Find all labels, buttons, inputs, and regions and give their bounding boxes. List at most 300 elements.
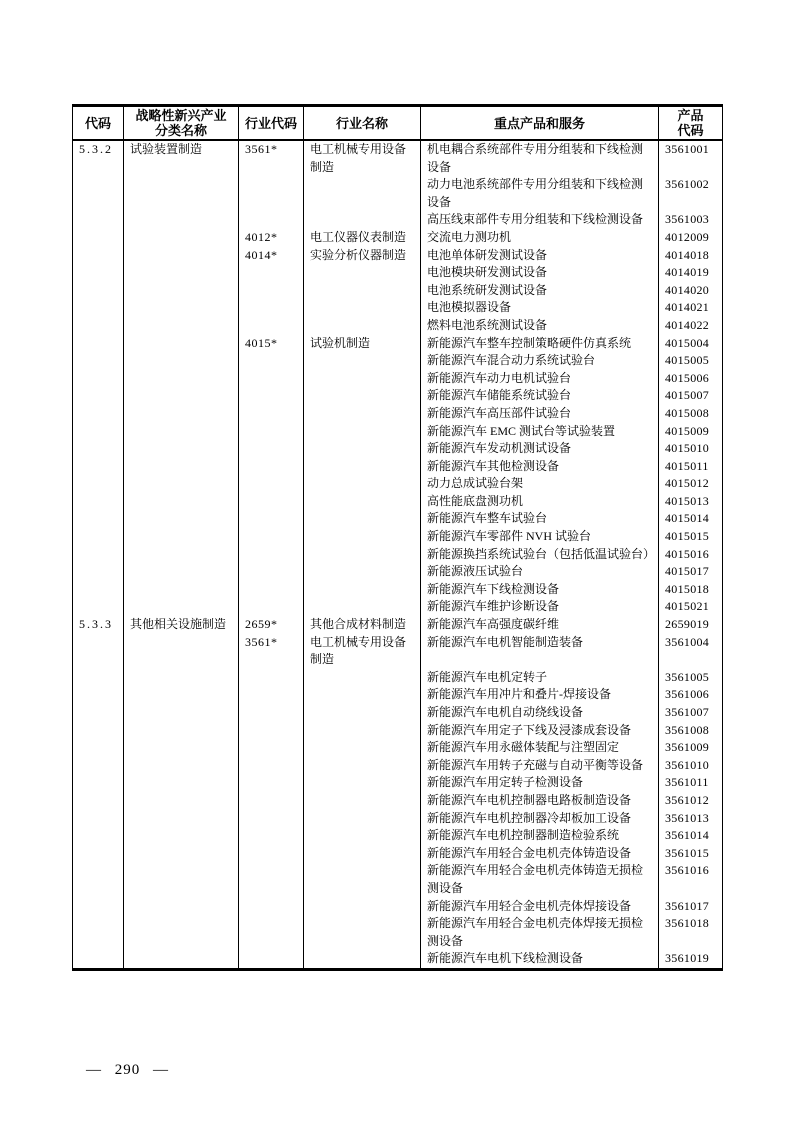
product-cell: 高性能底盘测功机 xyxy=(421,493,659,511)
category-cell xyxy=(124,405,239,423)
category-cell xyxy=(124,528,239,546)
product-code-cell: 4015008 xyxy=(659,405,723,423)
product-code-cell: 3561007 xyxy=(659,704,723,722)
category-cell xyxy=(124,792,239,810)
industry-code-cell xyxy=(239,211,304,229)
industry-code-cell xyxy=(239,528,304,546)
industry-code-cell xyxy=(239,950,304,969)
table-row xyxy=(73,563,723,581)
industry-name-cell xyxy=(304,950,421,969)
industry-code-cell xyxy=(239,475,304,493)
table-row xyxy=(73,722,723,740)
industry-name-cell xyxy=(304,176,421,211)
industry-name-cell xyxy=(304,440,421,458)
category-cell xyxy=(124,774,239,792)
industry-code-cell xyxy=(239,423,304,441)
industry-name-cell xyxy=(304,704,421,722)
product-cell: 新能源汽车发动机测试设备 xyxy=(421,440,659,458)
table-row xyxy=(73,915,723,950)
product-code-cell: 4015015 xyxy=(659,528,723,546)
table-row xyxy=(73,264,723,282)
industry-name-cell xyxy=(304,862,421,897)
product-code-cell: 3561008 xyxy=(659,722,723,740)
code-cell xyxy=(73,475,124,493)
industry-code-cell xyxy=(239,264,304,282)
product-cell: 新能源汽车 EMC 测试台等试验装置 xyxy=(421,423,659,441)
header-industry-code-label: 行业代码 xyxy=(244,115,297,131)
table-row xyxy=(73,176,723,211)
table-row xyxy=(73,317,723,335)
code-cell xyxy=(73,440,124,458)
product-code-cell: 4014019 xyxy=(659,264,723,282)
category-cell xyxy=(124,282,239,300)
industry-code-cell xyxy=(239,810,304,828)
industry-name-cell xyxy=(304,827,421,845)
table-row xyxy=(73,616,723,634)
category-cell xyxy=(124,229,239,247)
code-cell xyxy=(73,950,124,969)
product-cell: 新能源汽车用定子下线及浸漆成套设备 xyxy=(421,722,659,740)
table-row xyxy=(73,423,723,441)
classification-table xyxy=(72,104,723,971)
header-product-code-line1: 产品 xyxy=(677,108,704,123)
code-cell xyxy=(73,370,124,388)
industry-name-cell xyxy=(304,598,421,616)
product-code-cell: 4015011 xyxy=(659,458,723,476)
category-cell xyxy=(124,563,239,581)
code-cell xyxy=(73,229,124,247)
category-cell xyxy=(124,370,239,388)
industry-code-cell xyxy=(239,827,304,845)
industry-code-cell: 4012* xyxy=(239,229,304,247)
industry-name-cell xyxy=(304,669,421,687)
category-cell xyxy=(124,845,239,863)
table-row xyxy=(73,335,723,353)
table-row xyxy=(73,528,723,546)
category-cell xyxy=(124,475,239,493)
industry-code-cell xyxy=(239,915,304,950)
product-cell: 新能源汽车用转子充磁与自动平衡等设备 xyxy=(421,757,659,775)
product-code-cell: 3561017 xyxy=(659,898,723,916)
table-body xyxy=(73,140,723,969)
category-cell xyxy=(124,352,239,370)
industry-code-cell xyxy=(239,669,304,687)
product-cell: 新能源汽车下线检测设备 xyxy=(421,581,659,599)
table-row xyxy=(73,739,723,757)
product-cell: 新能源汽车用轻合金电机壳体铸造设备 xyxy=(421,845,659,863)
header-products xyxy=(421,106,659,141)
product-code-cell: 3561010 xyxy=(659,757,723,775)
industry-code-cell xyxy=(239,704,304,722)
header-industry-code xyxy=(239,106,304,141)
product-code-cell: 3561015 xyxy=(659,845,723,863)
code-cell xyxy=(73,387,124,405)
industry-name-cell: 试验机制造 xyxy=(304,335,421,353)
product-cell: 新能源汽车用轻合金电机壳体焊接无损检测设备 xyxy=(421,915,659,950)
category-cell xyxy=(124,669,239,687)
industry-name-cell xyxy=(304,845,421,863)
category-cell xyxy=(124,598,239,616)
industry-code-cell xyxy=(239,739,304,757)
product-cell: 电池模块研发测试设备 xyxy=(421,264,659,282)
code-cell xyxy=(73,634,124,669)
industry-code-cell xyxy=(239,563,304,581)
product-cell: 新能源汽车电机定转子 xyxy=(421,669,659,687)
code-cell xyxy=(73,423,124,441)
industry-name-cell xyxy=(304,757,421,775)
category-cell xyxy=(124,686,239,704)
product-cell: 新能源汽车其他检测设备 xyxy=(421,458,659,476)
industry-name-cell xyxy=(304,493,421,511)
industry-code-cell xyxy=(239,352,304,370)
code-cell xyxy=(73,264,124,282)
category-cell xyxy=(124,264,239,282)
table-row xyxy=(73,950,723,969)
industry-name-cell xyxy=(304,686,421,704)
table-row xyxy=(73,704,723,722)
category-cell xyxy=(124,950,239,969)
category-cell xyxy=(124,299,239,317)
code-cell xyxy=(73,493,124,511)
header-code-label: 代码 xyxy=(84,115,111,131)
code-cell xyxy=(73,247,124,265)
industry-name-cell: 其他合成材料制造 xyxy=(304,616,421,634)
industry-name-cell: 电工机械专用设备制造 xyxy=(304,634,421,669)
category-cell xyxy=(124,915,239,950)
table-row xyxy=(73,387,723,405)
category-cell xyxy=(124,704,239,722)
industry-name-cell xyxy=(304,810,421,828)
code-cell xyxy=(73,792,124,810)
table-row xyxy=(73,757,723,775)
table-row xyxy=(73,774,723,792)
product-code-cell: 3561018 xyxy=(659,915,723,950)
code-cell xyxy=(73,352,124,370)
code-cell xyxy=(73,704,124,722)
industry-code-cell xyxy=(239,757,304,775)
category-cell xyxy=(124,827,239,845)
industry-code-cell xyxy=(239,686,304,704)
industry-code-cell xyxy=(239,581,304,599)
industry-name-cell: 电工机械专用设备制造 xyxy=(304,140,421,176)
product-cell: 新能源汽车电机自动绕线设备 xyxy=(421,704,659,722)
category-cell xyxy=(124,458,239,476)
code-cell xyxy=(73,563,124,581)
product-cell: 机电耦合系统部件专用分组装和下线检测设备 xyxy=(421,140,659,176)
product-cell: 新能源汽车维护诊断设备 xyxy=(421,598,659,616)
industry-code-cell xyxy=(239,405,304,423)
table-row xyxy=(73,686,723,704)
code-cell xyxy=(73,335,124,353)
code-cell xyxy=(73,845,124,863)
industry-code-cell: 4015* xyxy=(239,335,304,353)
product-code-cell: 4014020 xyxy=(659,282,723,300)
industry-code-cell xyxy=(239,299,304,317)
industry-name-cell xyxy=(304,915,421,950)
industry-name-cell: 电工仪器仪表制造 xyxy=(304,229,421,247)
industry-code-cell: 2659* xyxy=(239,616,304,634)
product-code-cell: 4015010 xyxy=(659,440,723,458)
product-code-cell: 3561005 xyxy=(659,669,723,687)
industry-name-cell xyxy=(304,317,421,335)
table-row xyxy=(73,140,723,176)
industry-name-cell xyxy=(304,563,421,581)
table-row xyxy=(73,546,723,564)
product-cell: 新能源汽车高强度碳纤维 xyxy=(421,616,659,634)
page-number: — 290 — xyxy=(86,1062,169,1078)
product-cell: 动力总成试验台架 xyxy=(421,475,659,493)
code-cell xyxy=(73,510,124,528)
industry-code-cell: 4014* xyxy=(239,247,304,265)
category-cell xyxy=(124,739,239,757)
product-code-cell: 4014018 xyxy=(659,247,723,265)
industry-code-cell xyxy=(239,458,304,476)
product-cell: 新能源液压试验台 xyxy=(421,563,659,581)
header-row xyxy=(73,106,723,141)
product-cell: 新能源汽车混合动力系统试验台 xyxy=(421,352,659,370)
product-code-cell: 4015005 xyxy=(659,352,723,370)
product-code-cell: 4014022 xyxy=(659,317,723,335)
product-cell: 新能源汽车动力电机试验台 xyxy=(421,370,659,388)
product-code-cell: 3561012 xyxy=(659,792,723,810)
product-code-cell: 4014021 xyxy=(659,299,723,317)
category-cell xyxy=(124,211,239,229)
category-cell xyxy=(124,634,239,669)
table-row xyxy=(73,810,723,828)
code-cell xyxy=(73,722,124,740)
category-cell xyxy=(124,493,239,511)
header-category xyxy=(124,106,239,141)
industry-name-cell: 实验分析仪器制造 xyxy=(304,247,421,265)
product-cell: 电池系统研发测试设备 xyxy=(421,282,659,300)
industry-code-cell xyxy=(239,774,304,792)
product-code-cell: 4015012 xyxy=(659,475,723,493)
category-cell: 试验装置制造 xyxy=(124,140,239,176)
product-cell: 新能源汽车储能系统试验台 xyxy=(421,387,659,405)
header-code xyxy=(73,106,124,141)
product-code-cell: 3561002 xyxy=(659,176,723,211)
industry-code-cell: 3561* xyxy=(239,634,304,669)
code-cell xyxy=(73,757,124,775)
product-cell: 新能源汽车电机控制器制造检验系统 xyxy=(421,827,659,845)
product-cell: 新能源汽车用轻合金电机壳体铸造无损检测设备 xyxy=(421,862,659,897)
industry-code-cell xyxy=(239,282,304,300)
table-row xyxy=(73,827,723,845)
industry-name-cell xyxy=(304,898,421,916)
code-cell xyxy=(73,915,124,950)
industry-name-cell xyxy=(304,387,421,405)
table-row xyxy=(73,440,723,458)
industry-name-cell xyxy=(304,528,421,546)
industry-name-cell xyxy=(304,581,421,599)
code-cell xyxy=(73,686,124,704)
product-code-cell: 3561006 xyxy=(659,686,723,704)
product-code-cell: 3561004 xyxy=(659,634,723,669)
product-code-cell: 4012009 xyxy=(659,229,723,247)
category-cell xyxy=(124,757,239,775)
product-cell: 新能源汽车零部件 NVH 试验台 xyxy=(421,528,659,546)
table-row xyxy=(73,405,723,423)
code-cell xyxy=(73,898,124,916)
code-cell xyxy=(73,282,124,300)
industry-name-cell xyxy=(304,299,421,317)
industry-code-cell xyxy=(239,792,304,810)
category-cell xyxy=(124,810,239,828)
industry-code-cell xyxy=(239,440,304,458)
header-product-code xyxy=(659,106,723,141)
product-code-cell: 4015021 xyxy=(659,598,723,616)
product-cell: 新能源汽车电机控制器冷却板加工设备 xyxy=(421,810,659,828)
code-cell xyxy=(73,669,124,687)
code-cell xyxy=(73,739,124,757)
category-cell xyxy=(124,317,239,335)
product-cell: 新能源换挡系统试验台（包括低温试验台） xyxy=(421,546,659,564)
industry-name-cell xyxy=(304,546,421,564)
industry-code-cell xyxy=(239,845,304,863)
table-row xyxy=(73,352,723,370)
code-cell xyxy=(73,862,124,897)
table-row xyxy=(73,669,723,687)
category-cell xyxy=(124,440,239,458)
industry-name-cell xyxy=(304,423,421,441)
industry-code-cell xyxy=(239,510,304,528)
table-header xyxy=(73,106,723,141)
industry-name-cell xyxy=(304,405,421,423)
industry-name-cell xyxy=(304,211,421,229)
product-cell: 新能源汽车电机控制器电路板制造设备 xyxy=(421,792,659,810)
industry-name-cell xyxy=(304,475,421,493)
category-cell xyxy=(124,387,239,405)
header-category-line2: 分类名称 xyxy=(154,123,207,138)
industry-name-cell xyxy=(304,282,421,300)
product-code-cell: 3561019 xyxy=(659,950,723,969)
product-cell: 新能源汽车用轻合金电机壳体焊接设备 xyxy=(421,898,659,916)
category-cell xyxy=(124,581,239,599)
product-code-cell: 4015009 xyxy=(659,423,723,441)
category-cell xyxy=(124,423,239,441)
industry-code-cell xyxy=(239,546,304,564)
table-row xyxy=(73,229,723,247)
table-row xyxy=(73,299,723,317)
table-row xyxy=(73,634,723,669)
code-cell xyxy=(73,581,124,599)
table-row xyxy=(73,792,723,810)
industry-code-cell xyxy=(239,493,304,511)
category-cell xyxy=(124,510,239,528)
product-cell: 新能源汽车整车试验台 xyxy=(421,510,659,528)
category-cell: 其他相关设施制造 xyxy=(124,616,239,634)
industry-name-cell xyxy=(304,792,421,810)
product-code-cell: 4015006 xyxy=(659,370,723,388)
category-cell xyxy=(124,546,239,564)
code-cell: 5.3.3 xyxy=(79,617,113,632)
table-row xyxy=(73,211,723,229)
table-row xyxy=(73,510,723,528)
category-cell xyxy=(124,247,239,265)
industry-name-cell xyxy=(304,370,421,388)
code-cell xyxy=(73,299,124,317)
industry-code-cell xyxy=(239,722,304,740)
product-code-cell: 4015004 xyxy=(659,335,723,353)
category-cell xyxy=(124,335,239,353)
table-row xyxy=(73,247,723,265)
product-code-cell: 3561001 xyxy=(659,140,723,176)
code-cell xyxy=(73,528,124,546)
industry-code-cell xyxy=(239,898,304,916)
product-cell: 新能源汽车用定转子检测设备 xyxy=(421,774,659,792)
code-cell xyxy=(73,598,124,616)
industry-code-cell xyxy=(239,317,304,335)
product-cell: 高压线束部件专用分组装和下线检测设备 xyxy=(421,211,659,229)
industry-name-cell xyxy=(304,722,421,740)
code-cell xyxy=(73,546,124,564)
code-cell xyxy=(73,317,124,335)
industry-name-cell xyxy=(304,458,421,476)
industry-name-cell xyxy=(304,774,421,792)
product-code-cell: 3561014 xyxy=(659,827,723,845)
product-cell: 动力电池系统部件专用分组装和下线检测设备 xyxy=(421,176,659,211)
product-code-cell: 4015016 xyxy=(659,546,723,564)
table-row xyxy=(73,598,723,616)
product-code-cell: 4015017 xyxy=(659,563,723,581)
industry-code-cell: 3561* xyxy=(239,140,304,176)
category-cell xyxy=(124,176,239,211)
industry-name-cell xyxy=(304,352,421,370)
category-cell xyxy=(124,862,239,897)
product-cell: 电池单体研发测试设备 xyxy=(421,247,659,265)
table-row xyxy=(73,475,723,493)
industry-name-cell xyxy=(304,739,421,757)
product-cell: 新能源汽车电机智能制造装备 xyxy=(421,634,659,669)
industry-code-cell xyxy=(239,862,304,897)
product-code-cell: 3561009 xyxy=(659,739,723,757)
header-category-line1: 战略性新兴产业 xyxy=(135,108,227,123)
product-code-cell: 3561013 xyxy=(659,810,723,828)
product-cell: 新能源汽车电机下线检测设备 xyxy=(421,950,659,969)
table-row xyxy=(73,898,723,916)
industry-name-cell xyxy=(304,510,421,528)
product-cell: 新能源汽车用永磁体装配与注塑固定 xyxy=(421,739,659,757)
code-cell xyxy=(73,458,124,476)
product-cell: 电池模拟器设备 xyxy=(421,299,659,317)
product-code-cell: 4015014 xyxy=(659,510,723,528)
code-cell: 5.3.2 xyxy=(79,142,113,156)
header-industry-name xyxy=(304,106,421,141)
product-code-cell: 3561016 xyxy=(659,862,723,897)
industry-code-cell xyxy=(239,598,304,616)
industry-name-cell xyxy=(304,264,421,282)
category-cell xyxy=(124,898,239,916)
product-cell: 新能源汽车用冲片和叠片-焊接设备 xyxy=(421,686,659,704)
table-row xyxy=(73,845,723,863)
header-product-code-line2: 代码 xyxy=(677,123,704,138)
table-row xyxy=(73,581,723,599)
header-industry-name-label: 行业名称 xyxy=(335,115,388,131)
product-cell: 新能源汽车整车控制策略硬件仿真系统 xyxy=(421,335,659,353)
category-cell xyxy=(124,722,239,740)
table-row xyxy=(73,862,723,897)
product-code-cell: 4015013 xyxy=(659,493,723,511)
table-row xyxy=(73,370,723,388)
product-cell: 燃料电池系统测试设备 xyxy=(421,317,659,335)
code-cell xyxy=(73,176,124,211)
code-cell xyxy=(73,827,124,845)
product-cell: 交流电力测功机 xyxy=(421,229,659,247)
table-row xyxy=(73,282,723,300)
product-code-cell: 2659019 xyxy=(659,616,723,634)
product-code-cell: 4015007 xyxy=(659,387,723,405)
code-cell xyxy=(73,810,124,828)
